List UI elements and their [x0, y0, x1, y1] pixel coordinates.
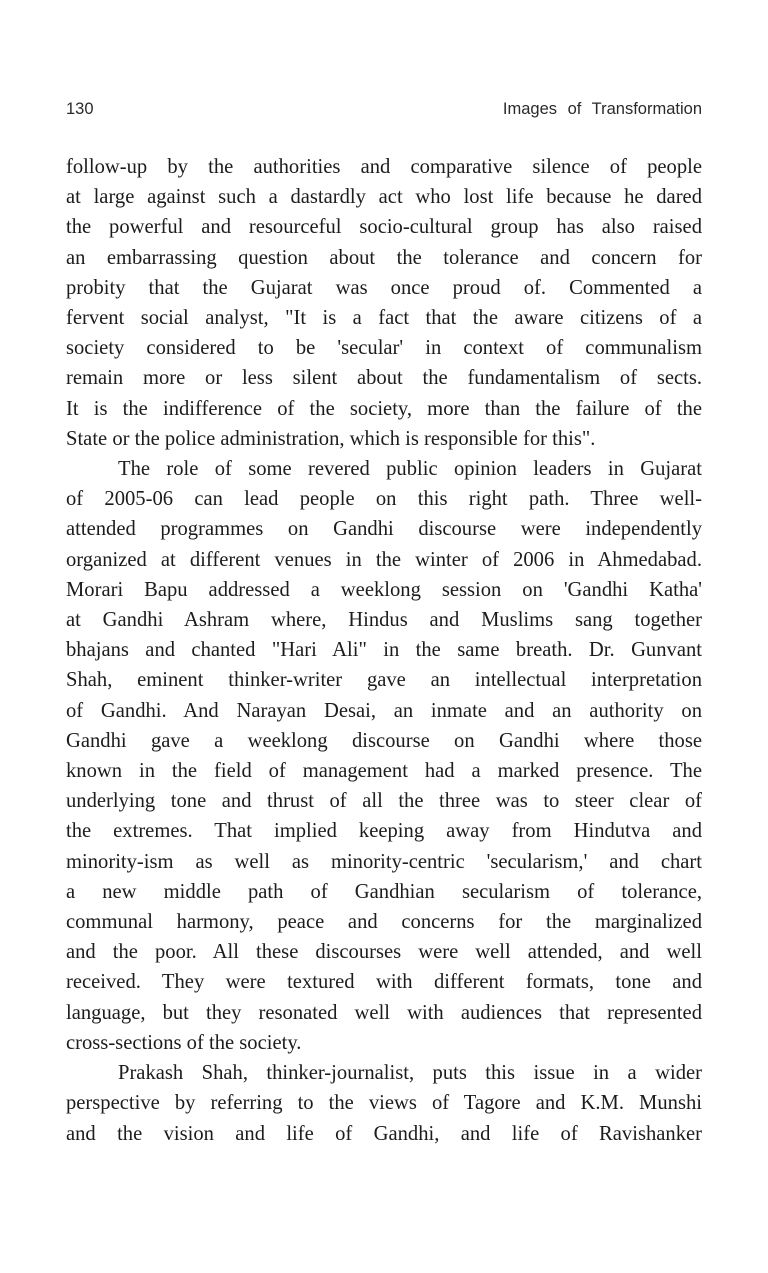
text-line: Prakash Shah, thinker-journalist, puts this issue in a wider: [118, 1062, 702, 1085]
book-page: [66, 100, 702, 1149]
text-line: probity that the Gujarat was once proud of. Commented a: [66, 276, 702, 299]
running-title: Images of Transformation: [502, 100, 702, 118]
text-line: Morari Bapu addressed a weeklong session on 'Gandhi Katha': [66, 578, 702, 601]
text-line: society considered to be 'secular' in context of communalism: [66, 337, 702, 360]
text-line: It is the indifference of the society, more than the failure of the: [66, 397, 702, 420]
text-line: communal harmony, peace and concerns for the marginalized: [66, 911, 702, 934]
page-number: 130: [66, 100, 94, 118]
text-line: State or the police administration, which is responsible for this".: [66, 427, 596, 450]
running-header: [66, 100, 702, 130]
text-line: remain more or less silent about the fundamentalism of sects.: [66, 367, 702, 390]
text-line: bhajans and chanted "Hari Ali" in the same breath. Dr. Gunvant: [66, 639, 702, 662]
text-line: language, but they resonated well with audiences that represented: [66, 1001, 702, 1024]
paragraph-2: [66, 454, 702, 1058]
text-line: the extremes. That implied keeping away from Hindutva and: [66, 820, 702, 843]
body-text: [66, 152, 702, 1149]
text-line: fervent social analyst, "It is a fact that the aware citizens of a: [66, 307, 702, 330]
text-line: organized at different venues in the winter of 2006 in Ahmedabad.: [66, 548, 702, 571]
text-line: follow-up by the authorities and comparative silence of people: [66, 156, 702, 178]
text-line: known in the field of management had a marked presence. The: [66, 760, 702, 783]
text-line: and the vision and life of Gandhi, and life of Ravishanker: [66, 1122, 702, 1145]
text-line: an embarrassing question about the tolerance and concern for: [66, 246, 702, 269]
text-line: Shah, eminent thinker-writer gave an intellectual interpretation: [66, 669, 702, 692]
text-line: perspective by referring to the views of Tagore and K.M. Munshi: [66, 1092, 702, 1115]
text-line: and the poor. All these discourses were well attended, and well: [66, 941, 702, 964]
text-line: The role of some revered public opinion leaders in Gujarat: [118, 458, 702, 481]
text-line: at large against such a dastardly act who lost life because he dared: [66, 186, 702, 209]
text-line: cross-sections of the society.: [66, 1031, 302, 1054]
paragraph-1: [66, 152, 702, 454]
text-line: at Gandhi Ashram where, Hindus and Muslims sang together: [66, 609, 702, 632]
text-line: underlying tone and thrust of all the three was to steer clear of: [66, 790, 702, 813]
paragraph-3: [66, 1058, 702, 1149]
text-line: a new middle path of Gandhian secularism of tolerance,: [66, 880, 702, 903]
text-line: the powerful and resourceful socio-cultural group has also raised: [66, 216, 702, 239]
text-line: minority-ism as well as minority-centric 'secularism,' and chart: [66, 850, 702, 873]
text-line: of 2005-06 can lead people on this right path. Three well-: [66, 488, 702, 511]
text-line: Gandhi gave a weeklong discourse on Gandhi where those: [66, 729, 702, 752]
text-line: of Gandhi. And Narayan Desai, an inmate and an authority on: [66, 699, 702, 722]
text-line: received. They were textured with different formats, tone and: [66, 971, 702, 994]
text-line: attended programmes on Gandhi discourse were independently: [66, 518, 702, 541]
